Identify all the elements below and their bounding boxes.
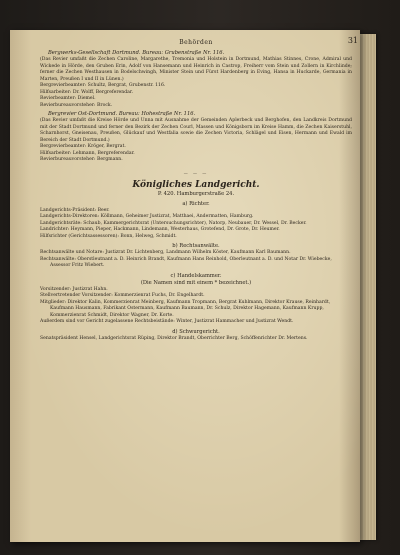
entry-line: Revierbeamter: Diemel.	[40, 96, 96, 101]
entry-line: Hilfsarbeiter: Dr. Wolff, Bergreferendar.	[40, 89, 134, 95]
running-head: Behörden	[179, 39, 213, 46]
entry-heading: Bergrevier Ost-Dortmund. Bureau: Hohestraße Nr. 116.	[48, 111, 196, 117]
list-item: Rechtsanwälte: Oberstleutnant a. D. Heinrich Brandt, Kaufmann Hans Reinhold, Oberleutnant a. D. und Notar Dr. Wiebecke, Assessor Fritz Wiebert.	[40, 256, 332, 268]
section-title-landgericht: Königliches Landgericht.	[132, 180, 260, 190]
section-separator: — — —	[183, 169, 209, 175]
list-item: Vorsitzender: Justizrat Hahn.	[40, 286, 108, 292]
entry-line: Revierbureauvorsteher: Bergmann.	[40, 157, 123, 162]
judges-list	[40, 208, 352, 241]
book-page	[10, 30, 360, 542]
entry-line: Hilfsarbeiter: Lehmann, Bergreferendar.	[40, 150, 135, 156]
list-item: Landgerichtsräte: Schaub, Kammergerichtsrat (Untersuchungsrichter), Natorp, Neubauer, Dr. Wessel, Dr. Becker.	[40, 220, 307, 226]
entry-line: Bergrevierbeamter: Schultz, Bergrat, Grubenstr. 116.	[40, 83, 166, 88]
subsection-heading-jury: d) Schwurgericht.	[172, 328, 220, 335]
court-address: P. 420. Hamburgerstraße 24.	[157, 190, 235, 197]
entry-line: Bergrevierbeamter: Kröger, Bergrat.	[40, 144, 126, 149]
entry-bergrevier-ost	[40, 111, 352, 164]
entry-heading: Bergwerks-Gesellschaft Dortmund. Bureau: Grubenstraße Nr. 116.	[48, 50, 225, 56]
list-item: Landgerichts-Direktoren: Köllmann, Geheimer Justizrat, Matthaei, Andermatten, Hamburg.	[40, 214, 254, 219]
entry-bergrevier-west	[40, 50, 352, 109]
list-item: Senatspräsident Hensel, Landgerichtsrat Rüping, Direktor Brandt, Oberrichter Berg, Schöffenrichter Dr. Mertens.	[40, 335, 308, 341]
commerce-list	[40, 287, 352, 326]
list-item: Rechtsanwälte und Notare: Justizrat Dr. Lichtenberg, Landmann Wilhelm Köster, Kaufmann Karl Baumann.	[40, 250, 291, 255]
page-header	[40, 36, 358, 50]
list-item: Stellvertretender Vorsitzender: Kommerzienrat Fuchs, Dr. Engelhardt.	[40, 293, 205, 298]
commerce-note: (Die Namen sind mit einem * bezeichnet.)	[140, 279, 252, 286]
page-number: 31	[347, 36, 358, 45]
list-item: Mitglieder: Direktor Kalin, Kommerzienrat Meinberg, Kaufmann Tropmann, Bergrat Kuhlmann, Direktor Krause, Reinhardt, Kaufmann Hausmann, Fabrikant Ostermann, Kaufmann Baumann, Dr. Schulz, Direktor Hagemann, Kaufmann Krupp, Kommerzienrat Schmidt, Direktor Wagner, Dr. Korte.	[40, 299, 331, 318]
entry-description: (Das Revier umfaßt die Zechen Caroline, Margarethe, Tremonia und Holstein in Dortmund, Mathias Stinnes, Crone, Admiral und Wickede in Hörde, den Gruben Erin, Adolf von Hansemann und Heinrich in Castrop, Freiherr vom Stein und Zollern in Kirchlinde; ferner die Zechen Westhausen in Bodelschwingh, Minister Stein und Fürst Hardenberg in Eving, Hansa in Huckarde, Germania in Marten, Preußen I und II in Lünen.)	[40, 57, 352, 82]
list-item: Außerdem sind vor Gericht zugelassene Rechtsbeistände: Winter, Justizrat Hammacher und Justizrat Wendt.	[40, 319, 294, 324]
list-item: Landrichter: Heymann, Pieper, Hackmann, Lindemann, Westerhaus, Grotefend, Dr. Grote, Dr. Heumer.	[40, 227, 280, 232]
book-page-edges	[360, 34, 376, 540]
jury-list	[40, 336, 352, 343]
list-item: Hilfsrichter (Gerichtsassessoren): Bonn, Helweg, Schmidt.	[40, 233, 177, 239]
entry-line: Revierbureauvorsteher: Brock.	[40, 102, 113, 108]
entry-description: (Das Revier umfaßt die Kreise Hörde und Unna mit Ausnahme der Gemeinden Aplerbeck und Berghofen, den Landkreis Dortmund mit der Stadt Dortmund und ferner den Bezirk der Zechen Courl, Massen und Königsborn im Kreise Hamm, die Zechen Kaiserstuhl, Scharnhorst, Gneisenau, Preußen, Glückauf und Westfalia sowie die Zechen Victoria, Schlägel und Eisen, Hermann und Ewald im Bereich der Stadt Dortmund.)	[40, 118, 352, 143]
subsection-heading-lawyers: b) Rechtsanwälte.	[172, 243, 220, 249]
list-item: Landgerichts-Präsident: Beer.	[40, 207, 110, 213]
subsection-heading-judges: a) Richter.	[182, 200, 210, 207]
subsection-heading-commerce: c) Handelskammer.	[170, 272, 222, 279]
lawyers-list	[40, 250, 352, 270]
page-content	[40, 36, 358, 342]
